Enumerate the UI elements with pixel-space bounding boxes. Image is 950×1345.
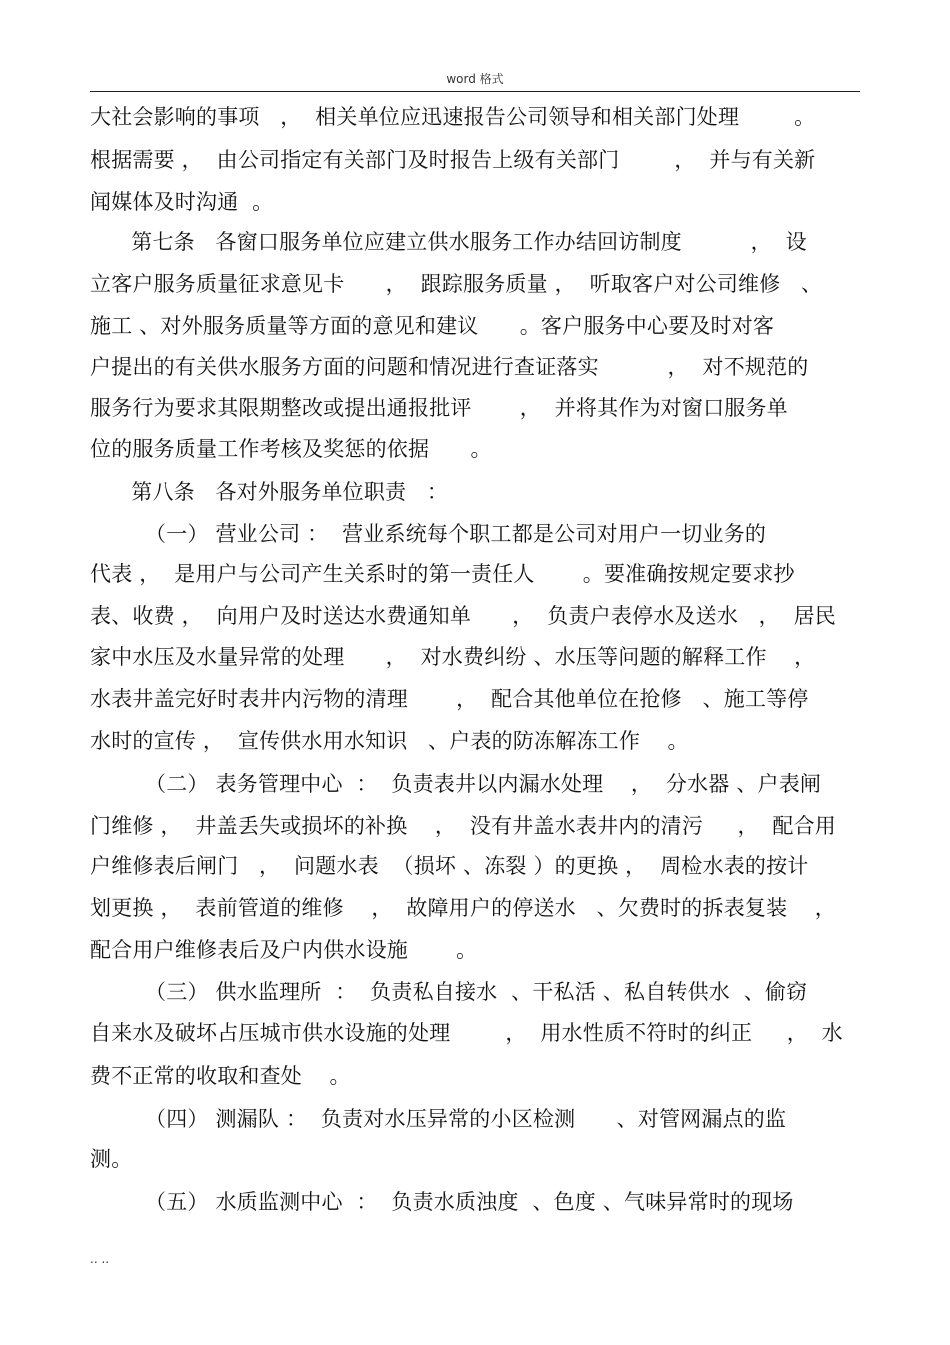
text-line: 代表 ， 是用户与公司产生关系时的第一责任人 。要准确按规定要求抄: [90, 562, 795, 586]
text-line: 配合用户维修表后及户内供水设施 。: [90, 938, 478, 962]
text-line: 户维修表后闸门 ， 问题水表 （损坏 、冻裂 ）的更换 ， 周检水表的按计: [90, 854, 809, 878]
text-line: 水表井盖完好时表井内污物的清理 ， 配合其他单位在抢修 、施工等停: [90, 687, 809, 711]
text-line: （五） 水质监测中心 ： 负责水质浊度 、色度 、气味异常时的现场: [90, 1190, 794, 1214]
text-line: 根据需要 ， 由公司指定有关部门及时报告上级有关部门 ， 并与有关新: [90, 148, 816, 172]
text-line: 表、收费 ， 向用户及时送达水费通知单 ， 负责户表停水及送水 ， 居民: [90, 604, 837, 628]
page-footer: .. ..: [90, 1252, 110, 1266]
text-line: （三） 供水监理所 ： 负责私自接水 、干私活 、私自转供水 、偷窃: [90, 980, 808, 1004]
header-divider: [90, 91, 860, 92]
text-line: 户提出的有关供水服务方面的问题和情况进行查证落实 ， 对不规范的: [90, 355, 809, 379]
text-line: 立客户服务质量征求意见卡 ， 跟踪服务质量 ， 听取客户对公司维修 、: [90, 272, 823, 296]
page-header: word 格式: [446, 72, 504, 86]
text-line: 水时的宣传 ， 宣传供水用水知识 、户表的防冻解冻工作 。: [90, 729, 689, 753]
text-line: 第七条 各窗口服务单位应建立供水服务工作办结回访制度 ， 设: [90, 230, 807, 254]
text-line: （四） 测漏队 ： 负责对水压异常的小区检测 、对管网漏点的监: [90, 1107, 787, 1131]
text-line: 服务行为要求其限期整改或提出通报批评 ， 并将其作为对窗口服务单: [90, 396, 788, 420]
text-line: 第八条 各对外服务单位职责 ：: [90, 480, 449, 504]
text-line: （一） 营业公司 ： 营业系统每个职工都是公司对用户一切业务的: [90, 522, 767, 546]
text-line: 划更换 ， 表前管道的维修 ， 故障用户的停送水 、欠费时的拆表复装 ，: [90, 896, 837, 920]
text-line: 费不正常的收取和查处 。: [90, 1064, 351, 1088]
text-line: 自来水及破坏占压城市供水设施的处理 ， 用水性质不符时的纠正 ， 水: [90, 1021, 843, 1045]
text-line: （二） 表务管理中心 ： 负责表井以内漏水处理 ， 分水器 、户表闸: [90, 772, 822, 796]
text-line: 闻媒体及时沟通 。: [90, 190, 274, 214]
text-line: 门维修 ， 井盖丢失或损坏的补换 ， 没有井盖水表井内的清污 ， 配合用: [90, 814, 837, 838]
text-line: 大社会影响的事项 ， 相关单位应迅速报告公司领导和相关部门处理 。: [90, 105, 816, 129]
text-line: 家中水压及水量异常的处理 ， 对水费纠纷 、水压等问题的解释工作 ，: [90, 645, 816, 669]
text-line: 位的服务质量工作考核及奖惩的依据 。: [90, 437, 492, 461]
text-line: 施工 、对外服务质量等方面的意见和建议 。客户服务中心要及时对客: [90, 314, 775, 338]
text-line: 测。: [90, 1147, 133, 1171]
